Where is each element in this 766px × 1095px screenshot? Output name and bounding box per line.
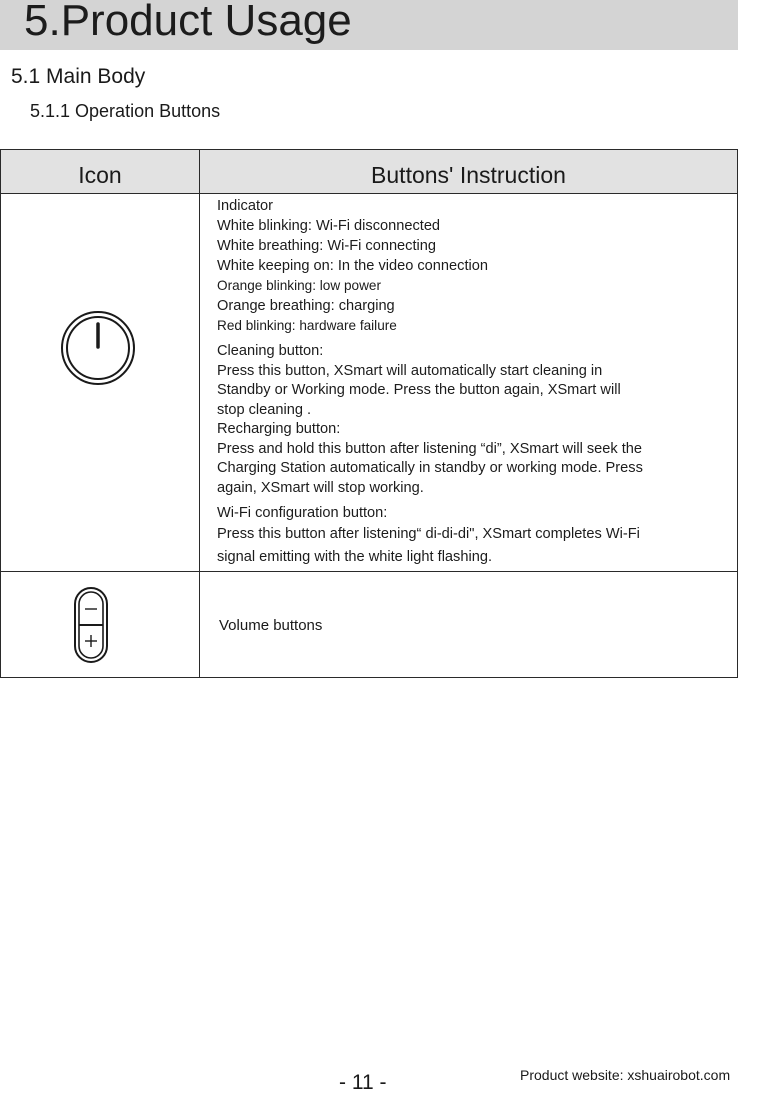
- instruction-line: Cleaning button:: [217, 343, 324, 359]
- instruction-line: Press and hold this button after listening “di”, XSmart will seek the: [217, 440, 643, 457]
- volume-buttons-label: Volume buttons: [219, 617, 323, 634]
- instruction-line: White keeping on: In the video connection: [217, 258, 488, 274]
- header-icon-column: Icon: [78, 162, 122, 188]
- instruction-line: Press this button, XSmart will automatically start cleaning in: [217, 362, 603, 379]
- subsection-heading: 5.1 Main Body: [11, 65, 146, 88]
- instruction-line: White blinking: Wi-Fi disconnected: [217, 218, 441, 234]
- instruction-line: Wi-Fi configuration button:: [217, 505, 388, 521]
- instruction-line: Orange blinking: low power: [217, 278, 381, 293]
- footer-website: Product website: xshuairobot.com: [520, 1067, 731, 1083]
- instruction-line: White breathing: Wi-Fi connecting: [217, 238, 436, 254]
- instruction-line: signal emitting with the white light flashing.: [217, 549, 492, 565]
- instruction-line: Recharging button:: [217, 421, 341, 437]
- instruction-line: Orange breathing: charging: [217, 298, 395, 314]
- volume-buttons-icon: [74, 587, 108, 663]
- column-divider: [199, 150, 200, 677]
- instruction-line: Charging Station automatically in standby or working mode. Press: [217, 460, 643, 476]
- table-header: [1, 150, 737, 194]
- section-title: 5.Product Usage: [24, 0, 352, 45]
- instruction-line: Red blinking: hardware failure: [217, 318, 397, 333]
- row-divider: [1, 571, 737, 572]
- instruction-line: stop cleaning .: [217, 401, 312, 418]
- page-number: - 11 -: [339, 1071, 387, 1094]
- instruction-line: Standby or Working mode. Press the button again, XSmart will: [217, 382, 621, 398]
- instruction-line: again, XSmart will stop working.: [217, 479, 424, 496]
- power-button-icon: [60, 310, 136, 386]
- indicator-block: [217, 196, 717, 336]
- section-banner: [0, 0, 738, 50]
- cleaning-recharging-block: [217, 342, 717, 498]
- subsubsection-heading: 5.1.1 Operation Buttons: [30, 101, 221, 121]
- header-instruction-column: Buttons' Instruction: [371, 162, 566, 188]
- instruction-line: Press this button after listening“ di-di-di", XSmart completes Wi-Fi: [217, 526, 640, 542]
- wifi-config-block: [217, 503, 717, 568]
- instruction-line: Indicator: [217, 198, 273, 214]
- buttons-table: [0, 149, 738, 678]
